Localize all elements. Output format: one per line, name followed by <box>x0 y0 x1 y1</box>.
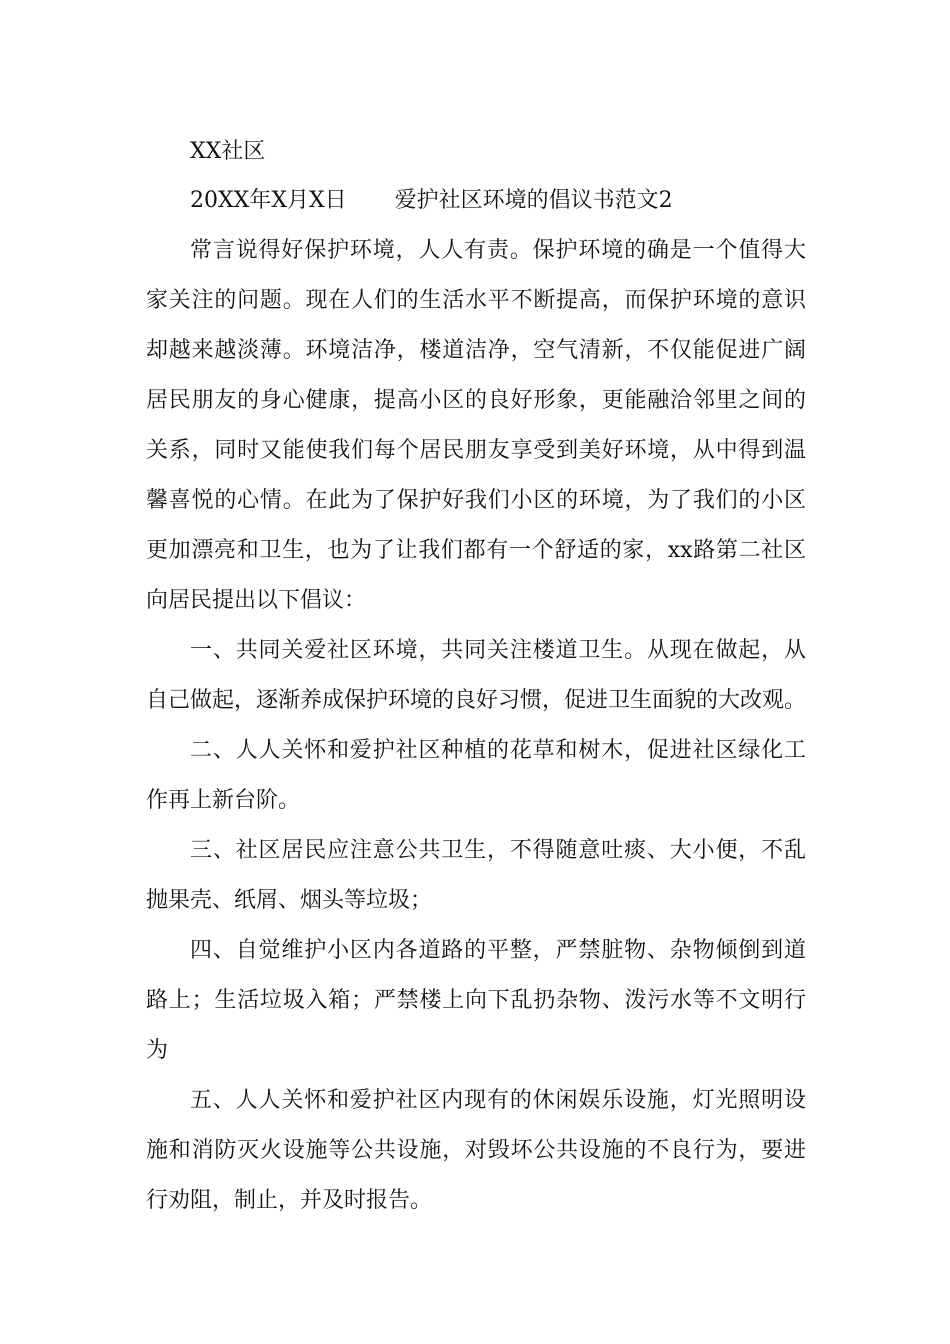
paragraph-line: 向居民提出以下倡议： <box>146 588 367 613</box>
paragraph-line: 更加漂亮和卫生，也为了让我们都有一个舒适的家，xx路第二社区 <box>146 538 806 563</box>
paragraph-line: 却越来越淡薄。环境洁净，楼道洁净，空气清新，不仅能促进广阔 <box>146 338 806 363</box>
paragraph-line: 施和消防灭火设施等公共设施，对毁坏公共设施的不良行为，要进 <box>146 1138 806 1163</box>
paragraph-line: 家关注的问题。现在人们的生活水平不断提高，而保护环境的意识 <box>146 288 806 313</box>
letter-date: 20XX年X月X日 <box>190 188 347 213</box>
paragraph-line: 三、社区居民应注意公共卫生，不得随意吐痰、大小便，不乱 <box>190 838 806 863</box>
paragraph-line: 二、人人关怀和爱护社区种植的花草和树木，促进社区绿化工 <box>190 738 806 763</box>
paragraph-line: 四、自觉维护小区内各道路的平整，严禁脏物、杂物倾倒到道 <box>190 938 806 963</box>
paragraph-line: 为 <box>146 1038 169 1063</box>
paragraph-line: 一、共同关爱社区环境，共同关注楼道卫生。从现在做起，从 <box>190 638 806 663</box>
paragraph-line: 常言说得好保护环境，人人有责。保护环境的确是一个值得大 <box>190 238 806 263</box>
paragraph-line: 行劝阻，制止，并及时报告。 <box>146 1188 433 1213</box>
community-name: XX社区 <box>190 139 266 164</box>
paragraph-line: 作再上新台阶。 <box>146 788 301 813</box>
paragraph-line: 馨喜悦的心情。在此为了保护好我们小区的环境，为了我们的小区 <box>146 488 806 513</box>
paragraph-line: 抛果壳、纸屑、烟头等垃圾； <box>146 888 433 913</box>
paragraph-line: 五、人人关怀和爱护社区内现有的休闲娱乐设施，灯光照明设 <box>190 1088 806 1113</box>
document-title: 爱护社区环境的倡议书范文2 <box>394 188 673 213</box>
date-title-line <box>190 186 806 216</box>
paragraph-line: 路上；生活垃圾入箱；严禁楼上向下乱扔杂物、泼污水等不文明行 <box>146 988 806 1013</box>
paragraph-line: 居民朋友的身心健康，提高小区的良好形象，更能融洽邻里之间的 <box>146 388 806 413</box>
paragraph-line: 自己做起，逐渐养成保护环境的良好习惯，促进卫生面貌的大改观。 <box>146 688 807 713</box>
paragraph-line: 关系，同时又能使我们每个居民朋友享受到美好环境，从中得到温 <box>146 438 806 463</box>
